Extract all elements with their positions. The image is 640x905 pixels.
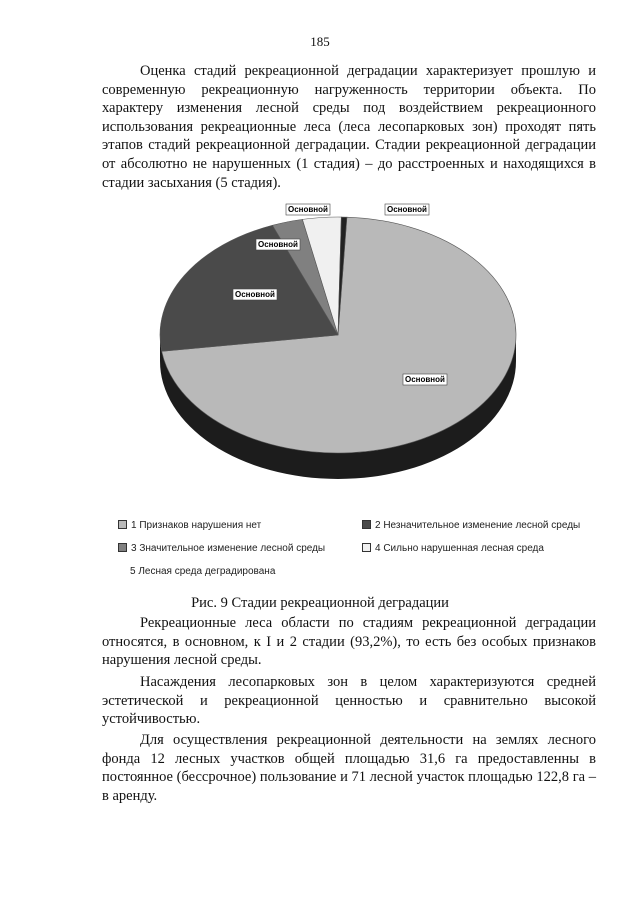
legend-label-3: 3 Значительное изменение лесной среды (131, 543, 326, 554)
legend-swatch-3 (118, 543, 127, 552)
slice-label-1: Основной (405, 375, 445, 384)
slice-label-3: Основной (258, 240, 298, 249)
legend-label-4: 4 Сильно нарушенная лесная среда (375, 543, 544, 554)
legend-item-3 (118, 543, 325, 554)
legend-item-5 (130, 566, 275, 577)
legend-item-4 (362, 543, 544, 554)
legend-swatch-1 (118, 520, 127, 529)
land-use-paragraph: Для осуществления рекреационной деятельности на землях лесного фонда 12 лесных участков общей площадью 31,6 га предоставленны в постоянное (бессрочное) пользование и 71 лесной участок площадью 122,8 га – в аренду. (102, 732, 596, 804)
legend-item-2 (362, 520, 580, 531)
legend-label-2: 2 Незначительное изменение лесной среды (375, 520, 581, 531)
slice-label-4: Основной (288, 205, 328, 214)
legend-label-1: 1 Признаков нарушения нет (131, 520, 262, 531)
pie-chart (150, 200, 530, 510)
legend-label-5: 5 Лесная среда деградирована (130, 566, 276, 577)
stages-paragraph: Рекреационные леса области по стадиям рекреационной деградации относятся, в основном, к I и 2 стадии (93,2%), то есть без особых признаков нарушения лесной среды. (102, 615, 596, 669)
slice-label-2: Основной (235, 290, 275, 299)
slice-label-5: Основной (387, 205, 427, 214)
legend-item-1 (118, 520, 261, 531)
page-number: 185 (310, 34, 330, 49)
legend-swatch-4 (362, 543, 371, 552)
legend-swatch-2 (362, 520, 371, 529)
intro-paragraph: Оценка стадий рекреационной деградации характеризует прошлую и современную рекреационную нагруженность территории объекта. По характеру изменения лесной среды под воздействием рекреационного использования рекреационные леса (леса лесопарковых зон) проходят пять этапов стадий рекреационной деградации. Стадии рекреационной деградации от абсолютно не нарушенных (1 стадия) – до расстроенных и находящихся в стадии засыхания (5 стадия). (102, 63, 596, 191)
forest-parks-paragraph: Насаждения лесопарковых зон в целом характеризуются средней эстетической и рекреационной ценностью и сравнительно высокой устойчивостью. (102, 674, 596, 728)
figure-caption: Рис. 9 Стадии рекреационной деградации (191, 595, 449, 611)
